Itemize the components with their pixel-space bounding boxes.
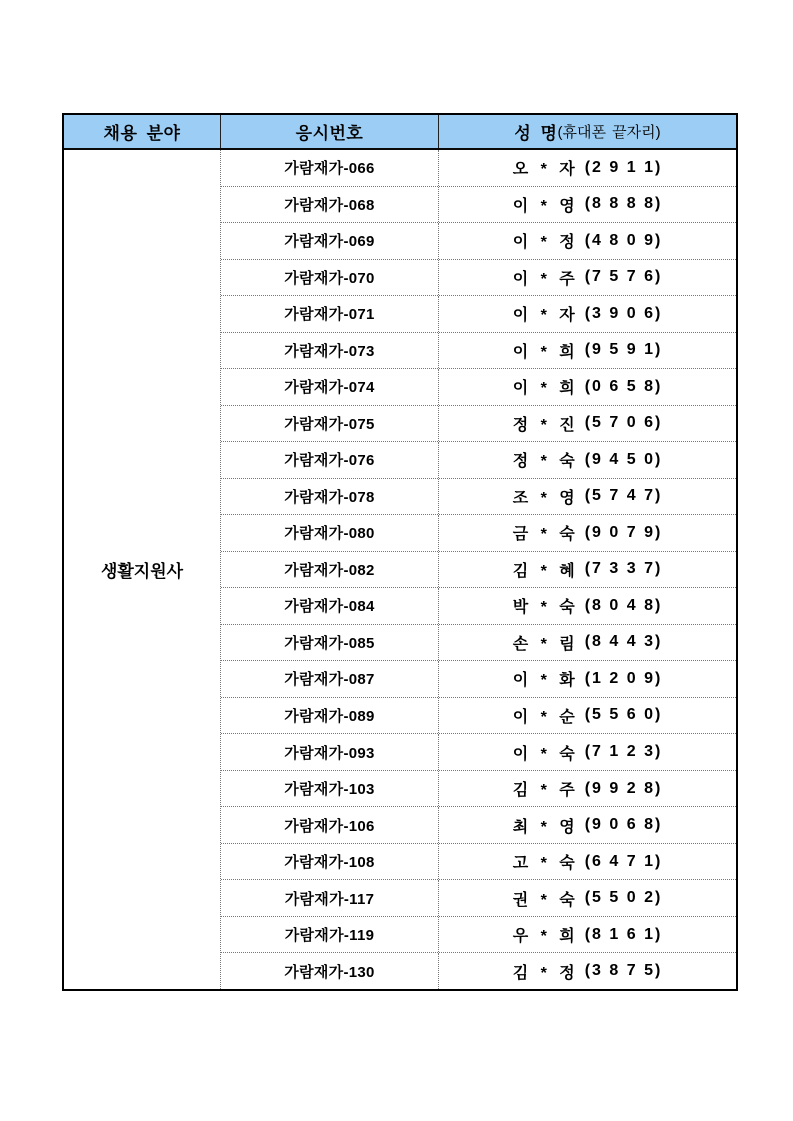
application-number: 가람재가-071: [221, 296, 439, 332]
table-row: [221, 844, 736, 881]
applicant-phone: (3 9 0 6): [584, 304, 663, 322]
application-number: 가람재가-075: [221, 406, 439, 442]
application-number: 가람재가-069: [221, 223, 439, 259]
applicant-name: 이 * 희: [512, 343, 576, 361]
header-cell-recruitment-field: 채용 분야: [64, 115, 221, 148]
name-cell: [439, 515, 736, 551]
name-cell: [439, 369, 736, 405]
applicant-phone: (0 6 5 8): [584, 377, 663, 395]
applicant-name: 박 * 숙: [512, 599, 576, 617]
name-cell: [439, 442, 736, 478]
applicant-phone: (8 4 4 3): [584, 633, 663, 651]
header-name-main: 성 명: [514, 124, 558, 143]
table-row: [221, 515, 736, 552]
applicant-name: 손 * 림: [512, 635, 576, 653]
application-number: 가람재가-119: [221, 917, 439, 953]
applicant-name: 이 * 자: [512, 307, 576, 325]
header-cell-application-number: 응시번호: [221, 115, 439, 148]
name-cell: [439, 698, 736, 734]
name-cell: [439, 296, 736, 332]
applicant-phone: (6 4 7 1): [584, 852, 663, 870]
applicant-table: [62, 113, 738, 991]
table-row: [221, 698, 736, 735]
application-number: 가람재가-073: [221, 333, 439, 369]
applicant-name: 이 * 희: [512, 380, 576, 398]
applicant-phone: (5 5 0 2): [584, 889, 663, 907]
name-cell: [439, 150, 736, 186]
applicant-phone: (9 5 9 1): [584, 341, 663, 359]
table-row: [221, 406, 736, 443]
table-body: [64, 150, 736, 989]
table-header-row: [64, 115, 736, 150]
table-row: [221, 917, 736, 954]
name-cell: [439, 880, 736, 916]
application-number: 가람재가-108: [221, 844, 439, 880]
applicant-name: 이 * 숙: [512, 745, 576, 763]
name-cell: [439, 223, 736, 259]
application-number: 가람재가-130: [221, 953, 439, 989]
applicant-phone: (7 1 2 3): [584, 743, 663, 760]
name-cell: [439, 406, 736, 442]
applicant-phone: (9 9 2 8): [584, 779, 663, 797]
name-cell: [439, 333, 736, 369]
application-number: 가람재가-085: [221, 625, 439, 661]
application-number: 가람재가-084: [221, 588, 439, 624]
table-row: [221, 661, 736, 698]
table-row: [221, 734, 736, 771]
applicant-name: 이 * 주: [512, 270, 576, 288]
application-number: 가람재가-070: [221, 260, 439, 296]
header-cell-name: [439, 115, 736, 148]
applicant-name: 김 * 주: [512, 782, 576, 800]
applicant-name: 최 * 영: [512, 818, 576, 836]
application-number: 가람재가-080: [221, 515, 439, 551]
table-row: [221, 187, 736, 224]
applicant-phone: (8 0 4 8): [584, 596, 663, 614]
application-number: 가람재가-106: [221, 807, 439, 843]
applicant-phone: (9 0 7 9): [584, 523, 663, 541]
application-number: 가람재가-066: [221, 150, 439, 186]
applicant-name: 우 * 희: [512, 928, 576, 946]
application-number: 가람재가-093: [221, 734, 439, 770]
applicant-name: 오 * 자: [512, 161, 576, 179]
applicant-phone: (9 0 6 8): [584, 816, 663, 834]
applicant-name: 김 * 정: [512, 964, 576, 982]
table-row: [221, 150, 736, 187]
name-cell: [439, 917, 736, 953]
recruitment-field-merged-cell: [64, 150, 221, 989]
name-cell: [439, 734, 736, 770]
application-number: 가람재가-117: [221, 880, 439, 916]
table-row: [221, 260, 736, 297]
applicant-name: 이 * 정: [512, 234, 576, 252]
name-cell: [439, 661, 736, 697]
name-cell: [439, 479, 736, 515]
applicant-name: 조 * 영: [512, 489, 576, 507]
applicant-phone: (7 5 7 6): [584, 268, 663, 286]
applicant-name: 금 * 숙: [512, 526, 576, 544]
applicant-phone: (1 2 0 9): [584, 669, 663, 687]
applicant-phone: (5 7 0 6): [584, 414, 663, 432]
header-name-sub: (휴대폰 끝자리): [557, 124, 661, 141]
applicant-phone: (2 9 1 1): [584, 158, 663, 176]
table-body-rows: [221, 150, 736, 989]
application-number: 가람재가-087: [221, 661, 439, 697]
applicant-name: 고 * 숙: [512, 855, 576, 873]
name-cell: [439, 771, 736, 807]
applicant-phone: (3 8 7 5): [584, 962, 663, 980]
table-row: [221, 552, 736, 589]
applicant-name: 권 * 숙: [512, 891, 576, 909]
name-cell: [439, 807, 736, 843]
application-number: 가람재가-076: [221, 442, 439, 478]
table-row: [221, 953, 736, 989]
application-number: 가람재가-082: [221, 552, 439, 588]
applicant-phone: (5 5 6 0): [584, 706, 663, 724]
table-row: [221, 807, 736, 844]
name-cell: [439, 625, 736, 661]
name-cell: [439, 260, 736, 296]
applicant-name: 이 * 영: [512, 197, 576, 215]
applicant-name: 정 * 숙: [512, 453, 576, 471]
name-cell: [439, 187, 736, 223]
name-cell: [439, 953, 736, 989]
table-row: [221, 625, 736, 662]
recruitment-field-value: 생활지원사: [100, 562, 184, 581]
application-number: 가람재가-074: [221, 369, 439, 405]
application-number: 가람재가-068: [221, 187, 439, 223]
name-cell: [439, 552, 736, 588]
table-row: [221, 296, 736, 333]
applicant-phone: (7 3 3 7): [584, 560, 663, 578]
application-number: 가람재가-089: [221, 698, 439, 734]
table-row: [221, 479, 736, 516]
applicant-phone: (4 8 0 9): [584, 231, 663, 249]
table-row: [221, 771, 736, 808]
application-number: 가람재가-078: [221, 479, 439, 515]
name-cell: [439, 844, 736, 880]
table-row: [221, 369, 736, 406]
table-row: [221, 333, 736, 370]
applicant-name: 정 * 진: [512, 416, 576, 434]
applicant-name: 김 * 혜: [512, 562, 576, 580]
applicant-phone: (5 7 4 7): [584, 487, 663, 505]
table-row: [221, 588, 736, 625]
table-row: [221, 223, 736, 260]
applicant-name: 이 * 순: [512, 708, 576, 726]
applicant-phone: (8 1 6 1): [584, 925, 663, 943]
applicant-phone: (8 8 8 8): [584, 195, 663, 213]
table-row: [221, 442, 736, 479]
applicant-name: 이 * 화: [512, 672, 576, 690]
table-row: [221, 880, 736, 917]
name-cell: [439, 588, 736, 624]
applicant-phone: (9 4 5 0): [584, 450, 663, 468]
application-number: 가람재가-103: [221, 771, 439, 807]
